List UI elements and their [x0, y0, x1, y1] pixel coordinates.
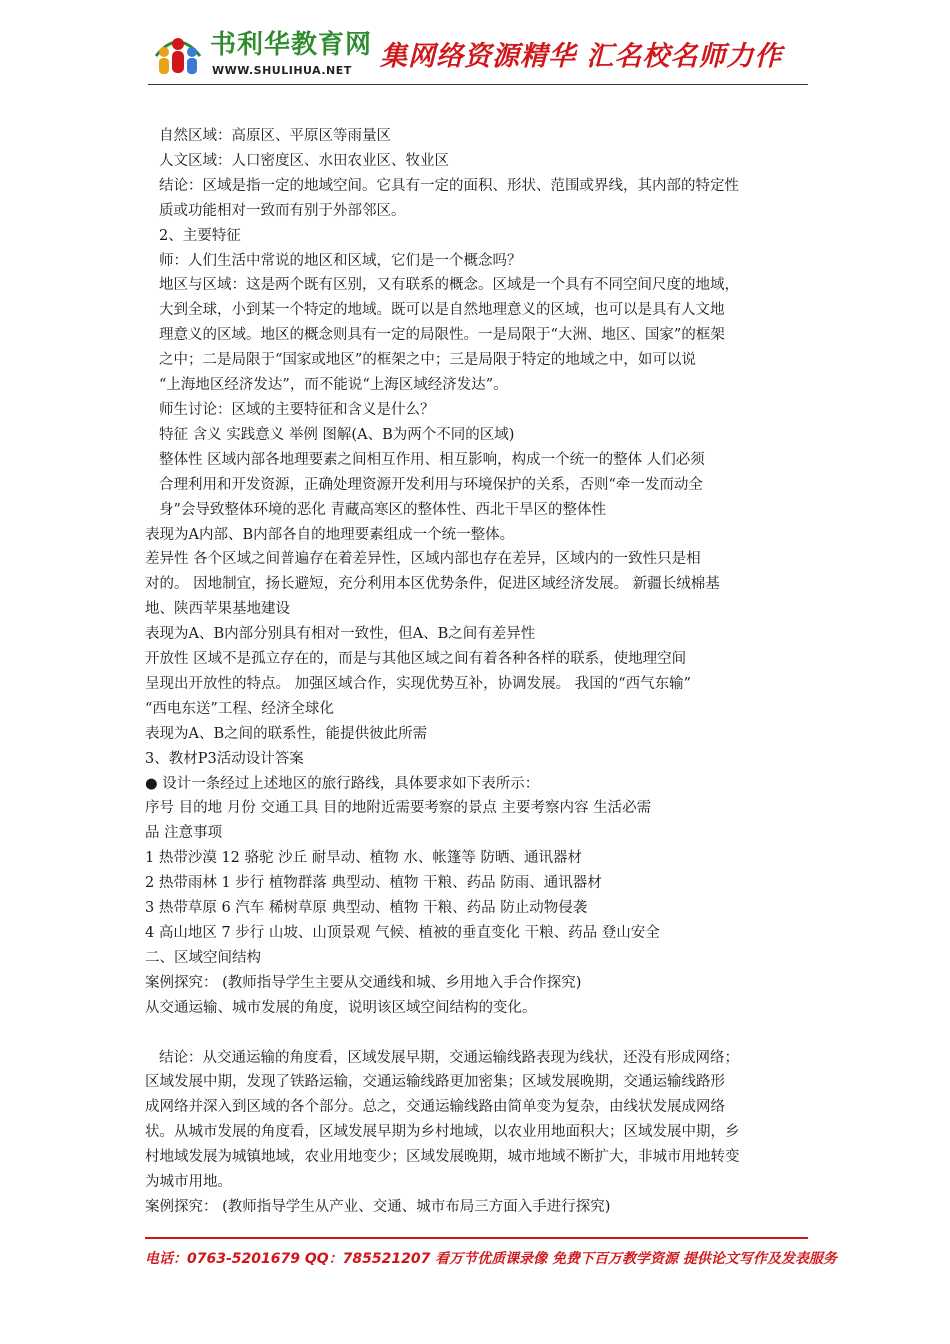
text-line: 地区与区域：这是两个既有区别，又有联系的概念。区域是一个具有不同空间尺度的地域，: [159, 277, 739, 294]
text-line: 质或功能相对一致而有别于外部邻区。: [159, 202, 406, 219]
header-slogan: 集网络资源精华 汇名校名师力作: [380, 41, 783, 72]
text-line: 身”会导致整体环境的恶化 青藏高寒区的整体性、西北干旱区的整体性: [159, 501, 607, 518]
text-line: 呈现出开放性的特点。 加强区域合作，实现优势互补，协调发展。 我国的“西气东输”: [145, 675, 692, 692]
text-line: 2 热带雨林 1 步行 植物群落 典型动、植物 干粮、药品 防雨、通讯器材: [145, 875, 602, 892]
text-line: [145, 1021, 810, 1046]
text-line: 4 高山地区 7 步行 山坡、山顶景观 气候、植被的垂直变化 干粮、药品 登山安全: [145, 925, 660, 941]
text-line: 从交通运输、城市发展的角度，说明该区域空间结构的变化。: [145, 999, 537, 1016]
text-line: 表现为A、B之间的联系性，能提供彼此所需: [145, 725, 428, 742]
document-body: [145, 124, 810, 1220]
text-line: 地、陕西苹果基地建设: [145, 601, 290, 618]
footer-divider: [145, 1237, 808, 1239]
text-line: “上海地区经济发达”，而不能说“上海区域经济发达”。: [159, 377, 508, 394]
text-line: 开放性 区域不是孤立存在的，而是与其他区域之间有着各种各样的联系，使地理空间: [145, 651, 687, 668]
text-line: 对的。 因地制宜，扬长避短，充分利用本区优势条件，促进区域经济发展。 新疆长绒棉基: [145, 576, 720, 593]
text-line: 理意义的区域。地区的概念则具有一定的局限性。一是局限于“大洲、地区、国家”的框架: [159, 327, 725, 344]
page-header: [148, 22, 808, 84]
footer-contact: 电话：0763-5201679 QQ：785521207 看万节优质课录像 免费下百万教学资源 提供论文写作及发表服务: [145, 1251, 837, 1267]
text-line: 之中；二是局限于“国家或地区”的框架之中；三是局限于特定的地域之中，如可以说: [159, 352, 696, 369]
brand-name: 书利华教育网: [210, 30, 373, 60]
text-line: 2、主要特征: [159, 227, 241, 244]
text-line: 自然区域：高原区、平原区等雨量区: [159, 128, 391, 144]
text-line: 大到全球，小到某一个特定的地域。既可以是自然地理意义的区域，也可以是具有人文地: [159, 302, 725, 319]
text-line: 表现为A内部、B内部各自的地理要素组成一个统一整体。: [145, 526, 515, 543]
text-line: 二、区域空间结构: [145, 949, 261, 966]
text-line: 表现为A、B内部分别具有相对一致性，但A、B之间有差异性: [145, 626, 536, 643]
text-line: 成网络并深入到区域的各个部分。总之，交通运输线路由简单变为复杂，由线状发展成网络: [145, 1099, 725, 1116]
text-line: 为城市用地。: [145, 1174, 232, 1191]
people-logo-icon: [152, 26, 204, 78]
text-line: 1 热带沙漠 12 骆驼 沙丘 耐旱动、植物 水、帐篷等 防晒、通讯器材: [145, 850, 582, 867]
text-line: 品 注意事项: [145, 825, 223, 842]
brand-url: WWW.SHULIHUA.NET: [212, 64, 352, 77]
text-line: 案例探究： (教师指导学生从产业、交通、城市布局三方面入手进行探究): [145, 1198, 611, 1215]
text-line: 结论：区域是指一定的地域空间。它具有一定的面积、形状、范围或界线，其内部的特定性: [159, 177, 739, 194]
text-line: 差异性 各个区域之间普遍存在着差异性，区域内部也存在差异，区域内的一致性只是相: [145, 551, 701, 568]
text-line: 3 热带草原 6 汽车 稀树草原 典型动、植物 干粮、药品 防止动物侵袭: [145, 900, 588, 917]
text-line: 区域发展中期，发现了铁路运输，交通运输线路更加密集；区域发展晚期，交通运输线路形: [145, 1074, 725, 1091]
text-line: ● 设计一条经过上述地区的旅行路线，具体要求如下表所示：: [145, 775, 540, 792]
text-line: 合理利用和开发资源，正确处理资源开发利用与环境保护的关系，否则“牵一发而动全: [159, 476, 703, 493]
header-divider: [148, 84, 808, 85]
text-line: 3、教材P3活动设计答案: [145, 750, 304, 767]
text-line: 师生讨论：区域的主要特征和含义是什么？: [159, 401, 435, 418]
text-line: 师：人们生活中常说的地区和区域，它们是一个概念吗？: [159, 252, 522, 269]
text-line: 整体性 区域内部各地理要素之间相互作用、相互影响，构成一个统一的整体 人们必须: [159, 451, 705, 468]
text-line: 村地域发展为城镇地域，农业用地变少；区域发展晚期，城市地域不断扩大，非城市用地转变: [145, 1149, 740, 1166]
text-line: “西电东送”工程、经济全球化: [145, 700, 334, 717]
text-line: 案例探究： (教师指导学生主要从交通线和城、乡用地入手合作探究): [145, 974, 582, 991]
text-line: 序号 目的地 月份 交通工具 目的地附近需要考察的景点 主要考察内容 生活必需: [145, 800, 652, 817]
text-line: 人文区域：人口密度区、水田农业区、牧业区: [159, 152, 449, 169]
text-line: 特征 含义 实践意义 举例 图解(A、B为两个不同的区域): [159, 426, 515, 443]
text-line: 状。从城市发展的角度看，区域发展早期为乡村地域，以农业用地面积大；区域发展中期，乡: [145, 1124, 740, 1141]
text-line: 结论：从交通运输的角度看，区域发展早期，交通运输线路表现为线状，还没有形成网络；: [159, 1049, 739, 1066]
